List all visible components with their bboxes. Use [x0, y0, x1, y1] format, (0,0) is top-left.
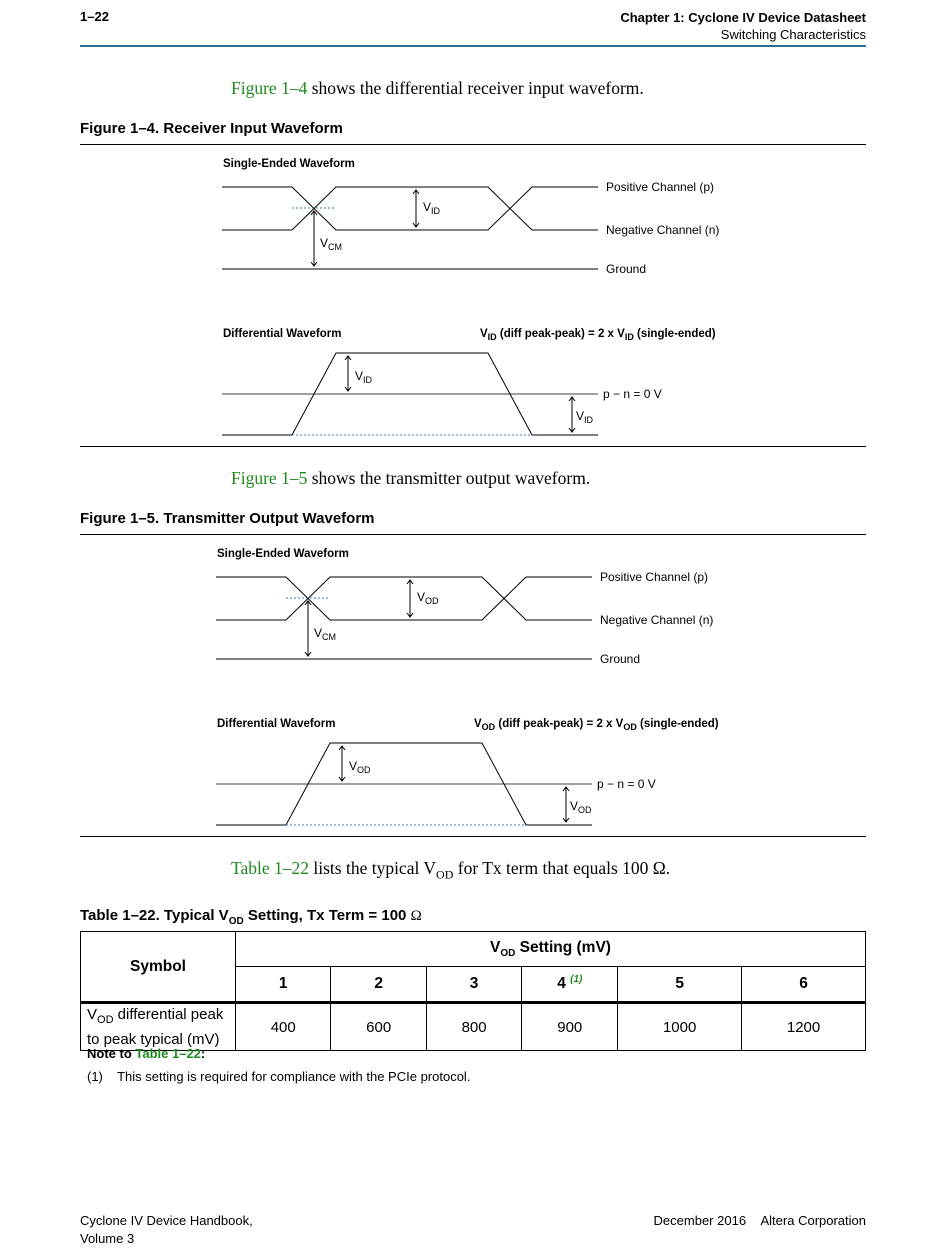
vcm-label: $V_{CM}$	[320, 236, 343, 252]
table-cell: 800	[426, 1003, 521, 1051]
diff-vod-label-lower: $V_{OD}$	[570, 799, 592, 815]
differential-equation: $V_{ID}$ (diff peak-peak) = 2 x $V_{ID}$ (single-ended)	[480, 328, 716, 342]
diff-vod-label-upper: $V_{OD}$	[349, 759, 371, 775]
page-number: 1–22	[80, 9, 109, 24]
differential-label: Differential Waveform	[217, 718, 336, 730]
table-1-22-link[interactable]: Table 1–22	[231, 858, 309, 878]
figure-bottom-rule	[80, 836, 866, 837]
positive-channel-label: Positive Channel (p)	[600, 570, 709, 584]
table-row	[81, 1003, 866, 1051]
intro-paragraph-3: Table 1–22 lists the typical $V_{OD}$ for Tx term that equals 100 Ω.	[231, 858, 671, 882]
transmitter-output-waveform	[0, 540, 950, 840]
figure-1-5-link[interactable]: Figure 1–5	[231, 468, 308, 488]
table-cell: 900	[522, 1003, 618, 1051]
negative-channel-trace	[216, 577, 592, 620]
negative-channel-label: Negative Channel (n)	[600, 613, 714, 627]
note-item: (1) This setting is required for compliance with the PCIe protocol.	[87, 1069, 471, 1084]
column-header: 5	[618, 967, 742, 1003]
negative-channel-trace	[222, 187, 598, 230]
single-ended-label: Single-Ended Waveform	[217, 548, 349, 560]
single-ended-label: Single-Ended Waveform	[223, 158, 355, 170]
row-symbol: $V_{OD}$ differential peak to peak typical (mV)	[81, 1003, 236, 1051]
positive-channel-trace	[222, 187, 598, 230]
table-1-22-note-link[interactable]: Table 1–22	[135, 1046, 201, 1061]
diff-vid-label-upper: $V_{ID}$	[355, 369, 373, 385]
negative-channel-label: Negative Channel (n)	[606, 223, 720, 237]
intro-paragraph-2: Figure 1–5 shows the transmitter output waveform.	[231, 468, 591, 488]
vid-label: $V_{ID}$	[423, 200, 441, 216]
figure-1-5-title: Figure 1–5. Transmitter Output Waveform	[80, 510, 375, 527]
vod-setting-header: $V_{OD}$ Setting (mV)	[236, 932, 866, 967]
ground-label: Ground	[606, 262, 647, 276]
column-header: 1	[236, 967, 331, 1003]
intro-paragraph-1: Figure 1–4 shows the differential receiver input waveform.	[231, 78, 644, 98]
ground-label: Ground	[600, 652, 641, 666]
chapter-title: Chapter 1: Cyclone IV Device Datasheet	[620, 10, 866, 25]
header-rule	[80, 45, 866, 47]
column-header: 6	[742, 967, 866, 1003]
section-title: Switching Characteristics	[720, 27, 866, 42]
footer-date: December 2016	[653, 1213, 747, 1228]
table-1-22-title: Table 1–22. Typical $V_{OD}$ Setting, Tx Term = 100 Ω	[80, 907, 422, 927]
diff-vid-label-lower: $V_{ID}$	[576, 409, 594, 425]
pn-zero-label: p − n = 0 V	[603, 387, 662, 401]
vod-label: $V_{OD}$	[417, 590, 439, 606]
figure-top-rule	[80, 144, 866, 145]
vcm-label: $V_{CM}$	[314, 626, 337, 642]
differential-equation: $V_{OD}$ (diff peak-peak) = 2 x $V_{OD}$ (single-ended)	[474, 718, 719, 732]
symbol-header: Symbol	[81, 932, 236, 1003]
positive-channel-label: Positive Channel (p)	[606, 180, 715, 194]
table-cell: 1200	[742, 1003, 866, 1051]
receiver-input-waveform	[0, 150, 950, 450]
table-cell: 600	[331, 1003, 426, 1051]
differential-label: Differential Waveform	[223, 328, 342, 340]
table-cell: 1000	[618, 1003, 742, 1051]
notes-heading: Note to Table 1–22:	[87, 1046, 206, 1061]
column-header: 2	[331, 967, 426, 1003]
figure-top-rule	[80, 534, 866, 535]
figure-1-4-link[interactable]: Figure 1–4	[231, 78, 308, 98]
footnote-ref-link[interactable]: (1)	[570, 974, 583, 986]
positive-channel-trace	[216, 577, 592, 620]
figure-1-4-title: Figure 1–4. Receiver Input Waveform	[80, 120, 343, 137]
table-cell: 400	[236, 1003, 331, 1051]
running-header	[620, 9, 866, 43]
footer-company: Altera Corporation	[760, 1213, 866, 1228]
footer-left: Cyclone IV Device Handbook, Volume 3	[80, 1213, 253, 1246]
vod-setting-table	[80, 931, 866, 1051]
pn-zero-label: p − n = 0 V	[597, 777, 656, 791]
column-header: 4 $^{(1)}$	[522, 967, 618, 1003]
footer-right	[654, 1212, 866, 1230]
column-header: 3	[426, 967, 521, 1003]
figure-bottom-rule	[80, 446, 866, 447]
